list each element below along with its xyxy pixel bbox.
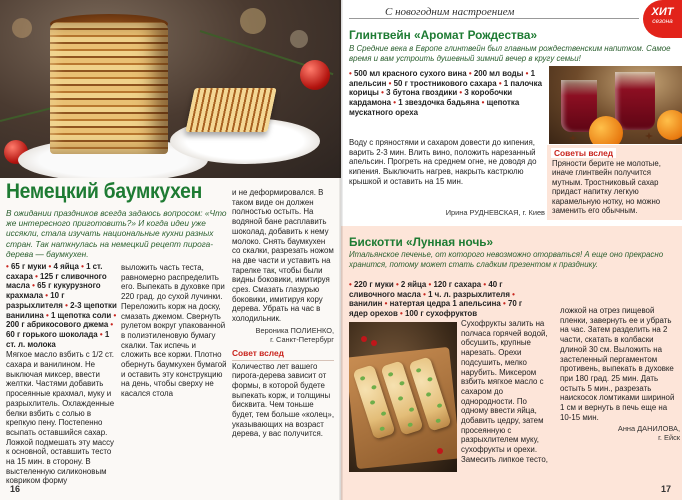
ingredient-bullet: •: [45, 291, 51, 301]
ingredient-bullet: •: [468, 69, 474, 78]
ingredient-bullet: •: [428, 280, 434, 289]
ingredient-item: 1 ст. сахара: [6, 262, 103, 281]
mulled-wine-signature: Ирина РУДНЕВСКАЯ, г. Киев: [445, 208, 545, 217]
author-signature: [232, 326, 334, 344]
ingredient-item: 1 ст. л. молока: [6, 329, 110, 349]
ingredient-bullet: •: [400, 309, 405, 319]
text-column-1: [6, 262, 118, 486]
ingredient-bullet: •: [395, 280, 401, 289]
biscotti-intro: Итальянское печенье, от которого невозможно оторваться! А еще оно прекрасно хранится, потому может стать сладким презентом к празднику.: [349, 250, 664, 269]
recipe-intro: В ожидании праздников всегда задаюсь вопросом: «Что же интересного приготовить?» И когда идеи уже иссякли, стала изучать национальные кухни разных стран. Так наткнулась на немецкий рецепт пирога-дерева — баумкухен.: [6, 208, 227, 259]
ingredient-bullet: •: [393, 98, 399, 108]
biscotti-signature: [560, 424, 680, 442]
ingredient-bullet: •: [81, 262, 87, 271]
ingredient-bullet: •: [498, 78, 504, 88]
instructions-part-3: и не деформировался. В таком виде он должен полностью остыть. На водяной бане расплавить шоколад, добавить к нему молоко. Снять баумкухен со скалки, разрезать ножом на две части и уставить на тарелке так, чтобы были видны боковики, имитируя срез. Смазать глазурью боковики, имитируя кору дерева. Убрать на час в холодильник.: [232, 188, 334, 324]
ingredient-bullet: •: [388, 78, 394, 88]
recipe-title: Немецкий баумкухен: [6, 180, 202, 203]
ingredient-item: 1 ч. л. разрыхлителя: [428, 289, 510, 299]
page-number-right: 17: [661, 484, 672, 494]
ingredient-item: 50 г тростникового сахара: [393, 78, 497, 88]
biscotti-title: Бискотти «Лунная ночь»: [349, 235, 494, 249]
ingredient-bullet: •: [110, 320, 114, 330]
mulled-wine-advice-box: [547, 145, 682, 220]
hit-badge-word: ХИТ: [651, 6, 674, 18]
instructions-part-2: выложить часть теста, равномерно распределить его. Выпекать в духовке при 220 град. до сухой лучинки. Переложить корж на доску, смазать джемом. Свернуть рулетом вокруг упакованной в полиэтиленовую бумагу скалки. Так испечь и сложить все коржи. Плотно обернуть баумкухен бумагой и оставить эту конструкцию на день, чтобы сверху не касался стола: [121, 263, 227, 399]
mulled-wine-advice-title: Советы вслед: [551, 148, 616, 158]
ingredient-bullet: •: [525, 69, 531, 78]
ingredient-bullet: •: [483, 280, 489, 289]
ingredient-item: 2 яйца: [400, 280, 427, 289]
ingredient-bullet: •: [99, 329, 105, 339]
ingredient-item: 1 палочка корицы: [349, 78, 542, 98]
ingredient-bullet: •: [113, 310, 117, 320]
mulled-wine-intro: В Средние века в Европе глинтвейн был главным рождественским напитком. Самое время и вам устроить душевный зимний вечер в кругу семьи!: [349, 44, 671, 63]
advice-text: Количество лет вашего пирога-дерева зависит от формы, в которой будете выпекать корж, и толщины бисквита. Чем тоньше будет, тем больше «колец», указывающих на возраст дерева, у вас получится.: [232, 361, 335, 439]
ingredient-bullet: •: [349, 280, 354, 289]
biscotti-instructions-part-1: Сухофрукты залить на полчаса горячей водой, обсушить, крупные нарезать. Орехи подсушить, мелко нарубить. Миксером взбить мягкое масло с сахаром до однородности. По одному ввести яйца, добавить цедру, затем просеянную с разрыхлителем муку, сухофрукты и орехи. Замесить липкое тесто,: [461, 319, 548, 464]
ingredient-item: ванилин: [349, 299, 383, 309]
ingredient-item: 1 звездочка бадьяна: [398, 98, 480, 108]
mulled-wine-title: Глинтвейн «Аромат Рождества»: [349, 28, 538, 42]
advice-title: Совет вслед: [232, 349, 334, 361]
ingredient-item: 200 мл воды: [473, 69, 524, 78]
ingredient-bullet: •: [459, 88, 465, 98]
author-name: Вероника ПОЛИЕНКО,: [255, 325, 334, 335]
page-number-left: 16: [10, 484, 21, 494]
ingredient-bullet: •: [32, 281, 38, 291]
ingredient-bullet: •: [384, 299, 390, 309]
biscotti-photo: [349, 322, 457, 472]
author-city: г. Санкт-Петербург: [270, 334, 334, 344]
ingredient-item: натертая цедра 1 апельсина: [389, 299, 501, 309]
ingredient-bullet: •: [381, 88, 387, 98]
instructions-part-1: Мягкое масло взбить с 1/2 ст. сахара и ванилином. Не выключая миксер, ввести желтки. Частями добавить просеянные крахмал, муку и разрыхлитель. Охлажденные белки взбить с солью в крепкую пену. Постепенно всыпать оставшийся сахар. Ложкой подмешать эту массу к основной, оставшить тесто на 15 мин. в сторону. В выстеленную силиконовым ковриком форму: [6, 350, 115, 486]
ingredient-item: щепотка мускатного ореха: [349, 98, 520, 117]
ingredient-item: 65 г муки: [10, 262, 47, 271]
ingredient-item: 1 апельсин: [349, 69, 535, 88]
ingredient-item: 3 коробочки кардамона: [349, 88, 513, 108]
text-column-2: [121, 262, 228, 399]
ingredient-bullet: •: [502, 299, 508, 309]
ingredient-bullet: •: [423, 289, 429, 299]
mulled-wine-instructions: Воду с пряностями и сахаром довести до кипения, варить 2-3 мин. Влить вино, положить нарезанный апельсин. Прогреть на среднем огне, не доводя до кипения. Выключить нагрев, накрыть кастрюлю крышкой и оставить на 15 мин.: [349, 138, 537, 186]
ingredient-item: 500 мл красного сухого вина: [353, 69, 467, 78]
hit-badge-subtitle: сезона: [652, 18, 673, 25]
text-column-3: [232, 187, 334, 439]
hit-badge: [643, 0, 682, 38]
biscotti-ingredients: [349, 280, 537, 319]
ingredient-item: 3 бутона гвоздики: [386, 88, 458, 98]
biscotti-instructions-part-2: [560, 306, 680, 442]
biscotti-author-city: г. Ейск: [658, 433, 680, 443]
ingredient-item: 220 г муки: [353, 280, 394, 289]
ingredient-item: 4 яйца: [53, 262, 79, 271]
ingredient-bullet: •: [349, 69, 354, 78]
page-gutter: [339, 0, 343, 500]
section-banner: [349, 5, 639, 19]
mulled-wine-photo: [549, 66, 682, 144]
ingredient-item: 40 г сливочного масла: [349, 280, 503, 299]
biscotti-author-name: Анна ДАНИЛОВА,: [617, 424, 680, 434]
ingredient-item: 120 г сахара: [433, 280, 482, 289]
section-title: С новогодним настроением: [385, 6, 515, 18]
ingredient-item: 10 г разрыхлителя: [6, 291, 65, 310]
right-page: [341, 0, 682, 500]
biscotti-instructions-text: ложкой на отрез пищевой пленки, завернуть ее и убрать на час. Затем разделить на 2 части, скатать в колбаски длиной 30 см. Выложить на застеленный пергаментом противень, выпекать в духовке при 180 град. 25 мин. Дать остыть 5 мин., разрезать наискосок ломтиками шириной 1 см и вернуть в печь еще на 10-15 мин.: [560, 306, 675, 422]
ingredients-list: [6, 262, 118, 349]
ingredient-item: 60 г горького шоколада: [6, 329, 98, 339]
ingredient-item: 1 щепотка соли: [50, 310, 112, 320]
ingredient-item: 65 г кукурузного крахмала: [6, 281, 101, 301]
ingredient-bullet: •: [481, 98, 487, 108]
ingredient-item: 125 г сливочного масла: [6, 271, 107, 291]
ingredient-item: 2-3 щепотки ванилина: [6, 300, 117, 320]
ingredient-item: 100 г сухофруктов: [404, 309, 478, 319]
ingredient-bullet: •: [6, 262, 11, 271]
ingredient-item: 70 г ядер орехов: [349, 299, 523, 319]
ingredient-bullet: •: [65, 300, 71, 310]
ingredient-bullet: •: [35, 271, 41, 281]
ingredient-bullet: •: [512, 289, 515, 299]
mulled-wine-ingredients: [349, 69, 545, 118]
ingredient-bullet: •: [48, 262, 54, 271]
ingredient-bullet: •: [45, 310, 51, 320]
mulled-wine-advice-text: Пряности берите не молотые, иначе глинтвейн получится мутным. Тростниковый сахар придаст напитку легкую карамельную нотку, но можно заменить его обычным.: [552, 159, 661, 216]
baumkuchen-photo: [0, 0, 341, 178]
ingredient-item: 200 г абрикосового джема: [6, 320, 109, 330]
